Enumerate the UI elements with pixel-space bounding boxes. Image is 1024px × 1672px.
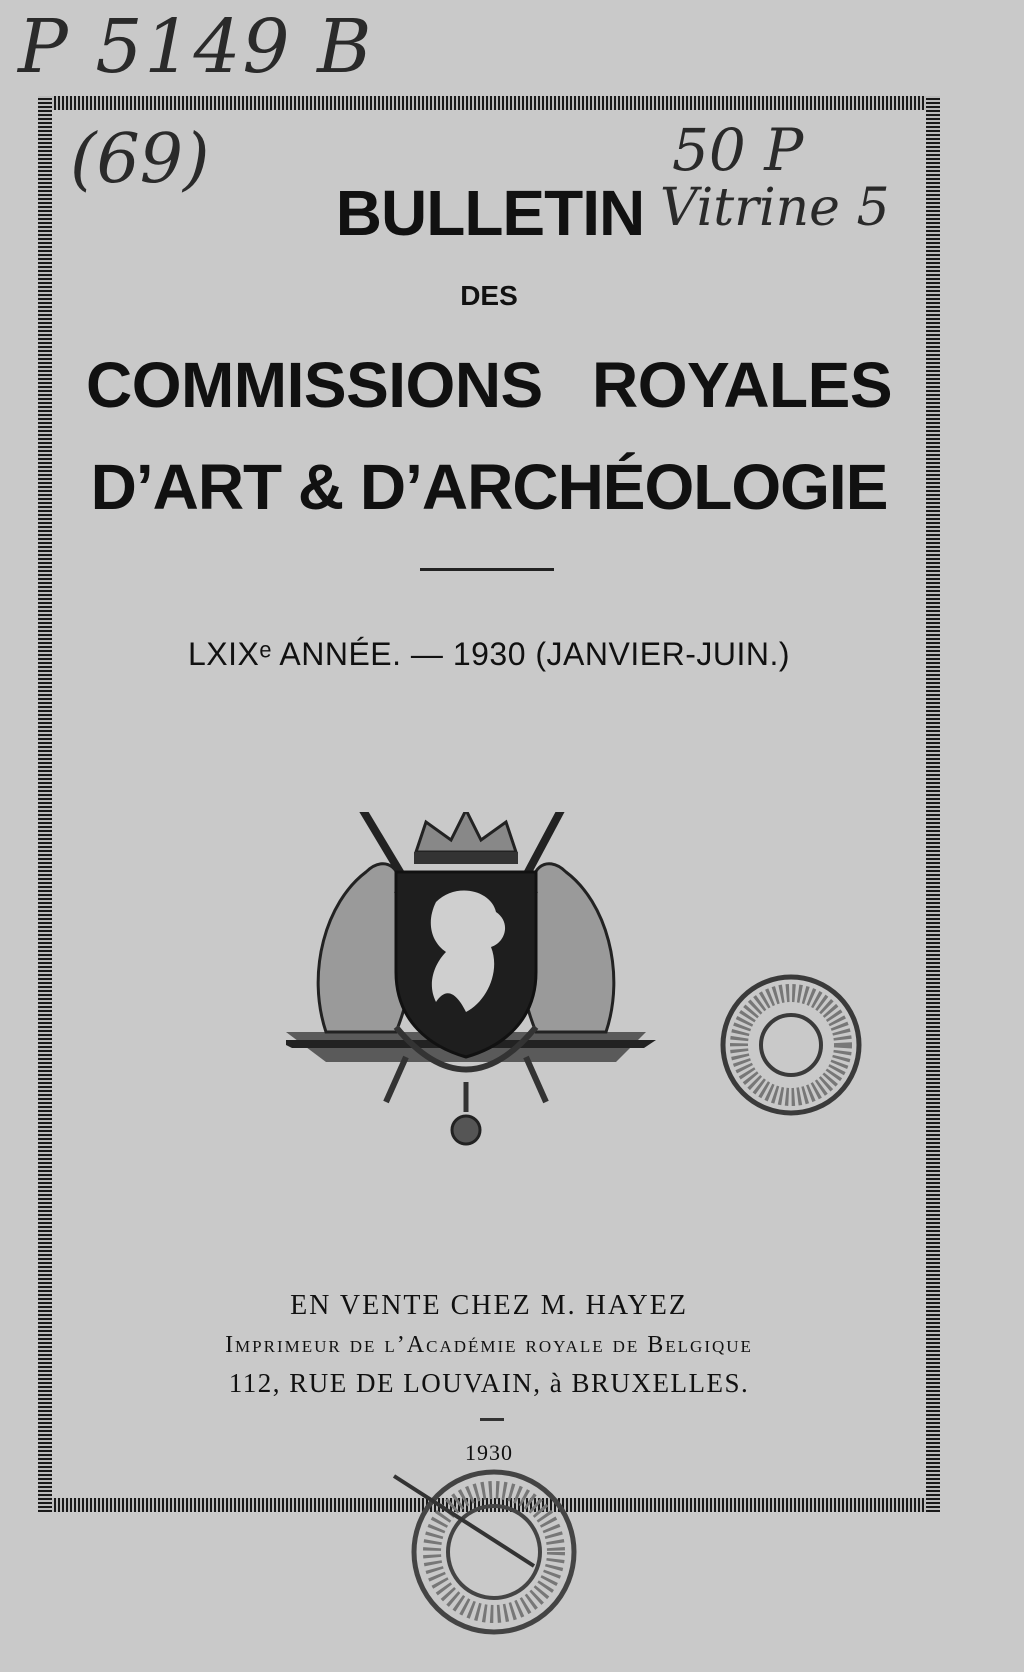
handwritten-location-mark: Vitrine 5 [660,178,890,238]
frame-border-left [38,96,52,1512]
frame-border-right [926,96,940,1512]
institute-stamp-icon [716,970,866,1120]
university-stamp-icon [384,1456,584,1646]
publisher-sale: EN VENTE CHEZ M. HAYEZ [290,1290,688,1321]
edition-line: LXIXᵉ ANNÉE. — 1930 (JANVIER-JUIN.) [188,636,790,672]
publisher-address: 112, RUE DE LOUVAIN, à BRUXELLES. [228,1368,750,1398]
title-bulletin: BULLETIN [335,177,645,249]
publisher-printer: Imprimeur de l’Académie royale de Belgique [225,1332,753,1358]
publication-year: 1930 [465,1440,513,1465]
frame-border-top [38,96,940,110]
handwritten-call-number: P 5149 B [18,4,374,90]
publisher-divider [480,1418,504,1421]
handwritten-volume-mark: (69) [70,120,210,199]
title-divider [420,568,554,571]
title-art-archeologie: D’ART & D’ARCHÉOLOGIE [90,451,888,523]
title-commissions: COMMISSIONS ROYALES [85,349,893,421]
belgian-coat-of-arms-icon [286,812,686,1182]
handwritten-shelf-mark: 50 P [672,116,804,184]
title-des: DES [460,280,518,311]
